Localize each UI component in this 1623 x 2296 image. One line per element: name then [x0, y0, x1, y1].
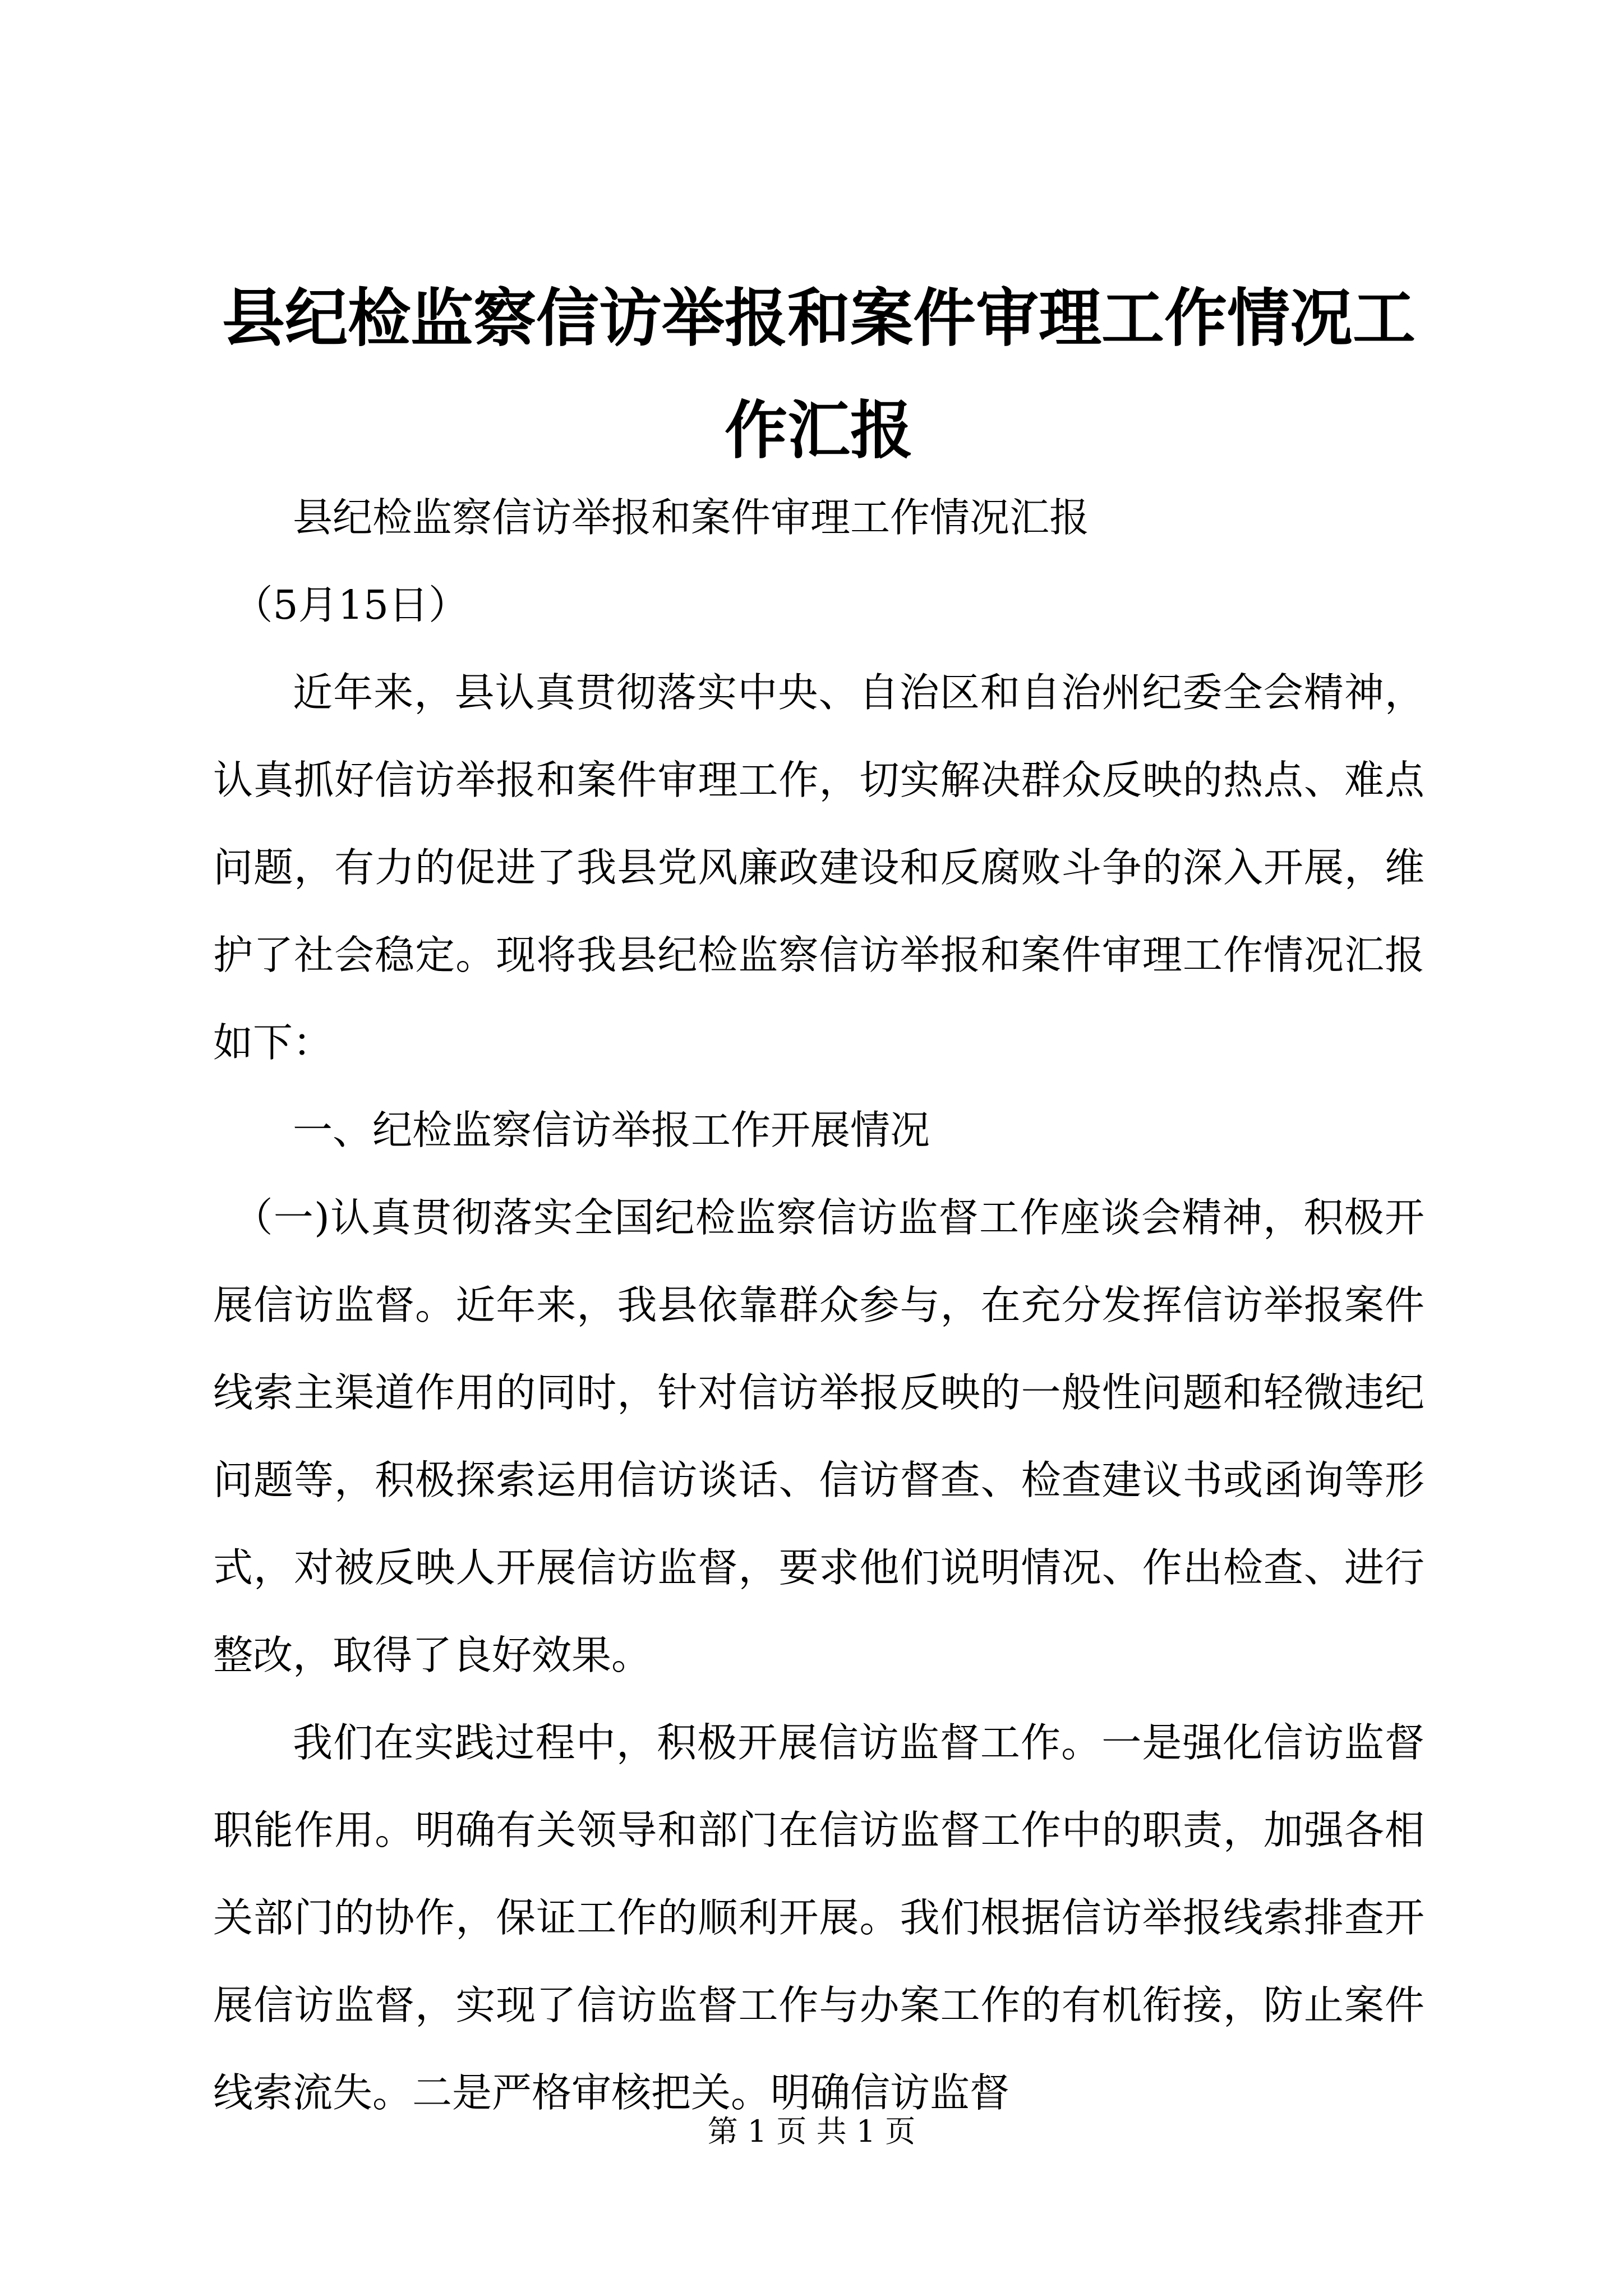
report-date: （5月15日） [233, 582, 469, 628]
section-heading-1: 一、纪检监察信访举报工作开展情况 [293, 1107, 930, 1153]
paragraph-practice: 我们在实践过程中，积极开展信访监督工作。一是强化信访监督职能作用。明确有关领导和部门在信访监督工作中的职责，加强各相关部门的协作，保证工作的顺利开展。我们根据信访举报线索排查开展信访监督，实现了信访监督工作与办案工作的有机衔接，防止案件线索流失。二是严格审核把关。明确信访监督 [213, 1719, 1424, 2116]
document-title: 县纪检监察信访举报和案件审理工作情况工作汇报 [222, 282, 1415, 467]
paragraph-subsection-1: （一)认真贯彻落实全国纪检监察信访监督工作座谈会精神，积极开展信访监督。近年来，我县依靠群众参与，在充分发挥信访举报案件线索主渠道作用的同时，针对信访举报反映的一般性问题和轻微违纪问题等，积极探索运用信访谈话、信访督查、检查建议书或函询等形式，对被反映人开展信访监督，要求他们说明情况、作出检查、进行整改，取得了良好效果。 [213, 1194, 1424, 1678]
paragraph-intro: 近年来，县认真贯彻落实中央、自治区和自治州纪委全会精神，认真抓好信访举报和案件审理工作，切实解决群众反映的热点、难点问题，有力的促进了我县党风廉政建设和反腐败斗争的深入开展，维护了社会稳定。现将我县纪检监察信访举报和案件审理工作情况汇报如下： [213, 669, 1424, 1066]
page-footer: 第 1 页 共 1 页 [707, 2114, 916, 2149]
report-subtitle: 县纪检监察信访举报和案件审理工作情况汇报 [293, 494, 1090, 541]
document-body [213, 474, 1424, 2137]
